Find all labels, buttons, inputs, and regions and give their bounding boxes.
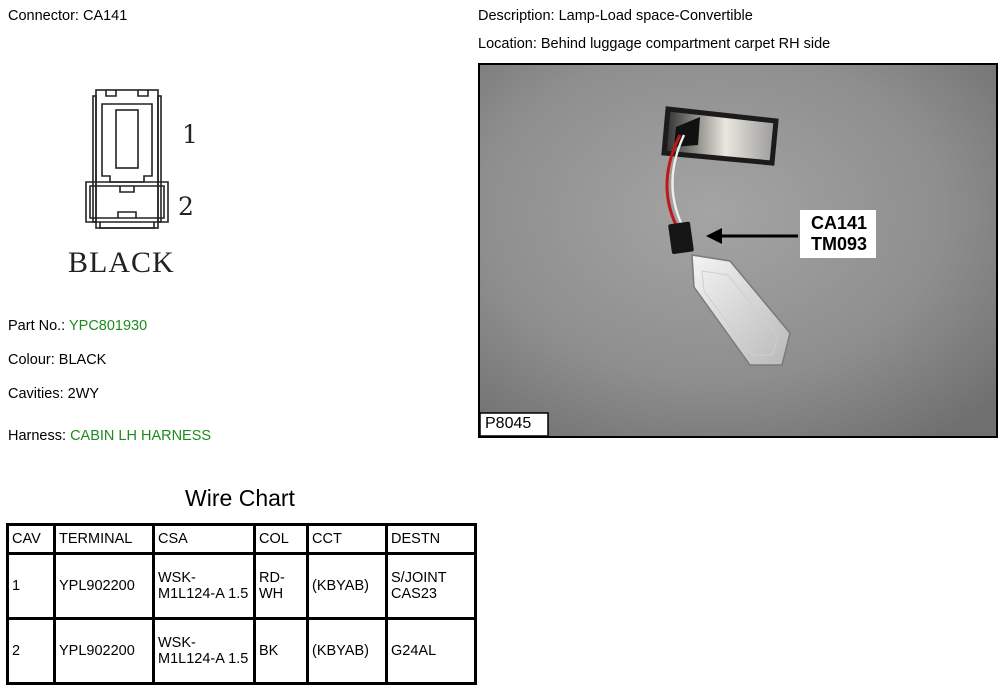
cell-col: RD-WH [255, 554, 308, 619]
cell-destn: G24AL [387, 619, 476, 684]
wire-chart-title: Wire Chart [185, 485, 295, 511]
cell-terminal: YPL902200 [55, 619, 154, 684]
callout-text [806, 213, 872, 255]
header-col: COL [255, 525, 308, 554]
location-photo [478, 63, 998, 438]
cavities-line [8, 386, 99, 402]
connector-colour-text: BLACK [68, 246, 175, 279]
part-no-link[interactable]: YPC801930 [68, 318, 148, 334]
location-value: Behind luggage compartment carpet RH side [540, 36, 831, 52]
table-row [8, 619, 476, 684]
cavity-1 [102, 104, 152, 182]
pin-2-label: 2 [178, 192, 194, 221]
cell-destn: S/JOINT CAS23 [387, 554, 476, 619]
cavities-value: 2WY [67, 386, 100, 402]
cavities-label: Cavities: [8, 386, 68, 402]
colour-value: BLACK [58, 352, 107, 368]
photo-scene [480, 65, 996, 436]
header-cct: CCT [308, 525, 387, 554]
wire-chart-header-row [8, 525, 476, 554]
header-destn: DESTN [387, 525, 476, 554]
harness-label: Harness: [8, 428, 71, 444]
harness-line [8, 428, 211, 444]
cell-cav: 1 [8, 554, 55, 619]
part-no-line [8, 318, 147, 334]
cavity-1-terminal [116, 110, 138, 168]
location-label: Location: [478, 36, 541, 52]
cell-cav: 2 [8, 619, 55, 684]
pin-1-label: 1 [182, 120, 198, 149]
cell-csa: WSK-M1L124-A 1.5 [154, 619, 255, 684]
connector-label: Connector: [8, 8, 83, 24]
part-no-label: Part No.: [8, 318, 69, 334]
photo-id-text: P8045 [485, 415, 532, 432]
header-csa: CSA [154, 525, 255, 554]
colour-label: Colour: [8, 352, 59, 368]
connector-heading [8, 8, 127, 24]
cell-terminal: YPL902200 [55, 554, 154, 619]
colour-line [8, 352, 106, 368]
location-heading [478, 36, 830, 52]
description-value: Lamp-Load space-Convertible [558, 8, 753, 24]
cell-cct: (KBYAB) [308, 554, 387, 619]
callout-line-1: CA141 [810, 213, 868, 233]
cell-csa: WSK-M1L124-A 1.5 [154, 554, 255, 619]
cell-col: BK [255, 619, 308, 684]
description-label: Description: [478, 8, 559, 24]
header-terminal: TERMINAL [55, 525, 154, 554]
table-row [8, 554, 476, 619]
connector-diagram [60, 82, 220, 282]
wire-chart-table [6, 523, 477, 685]
connector-value: CA141 [82, 8, 128, 24]
cell-cct: (KBYAB) [308, 619, 387, 684]
callout-line-2: TM093 [810, 234, 868, 254]
harness-link[interactable]: CABIN LH HARNESS [70, 428, 212, 444]
cavity-2 [86, 182, 168, 222]
photo-connector [668, 221, 694, 254]
header-cav: CAV [8, 525, 55, 554]
description-heading [478, 8, 753, 24]
